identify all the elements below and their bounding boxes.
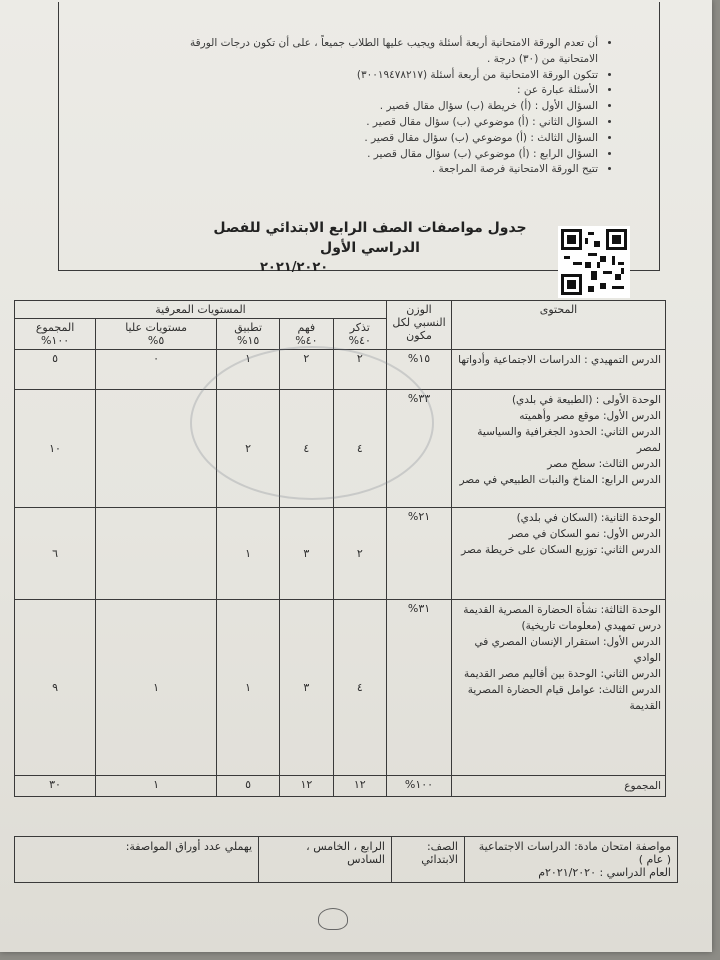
year-label: العام الدراسي : ٢٠٢١/٢٠٢٠م	[538, 866, 671, 879]
table-row	[15, 508, 666, 600]
value-cell: ٢	[333, 508, 386, 600]
grade-value: الابتدائي	[421, 853, 458, 866]
value-cell: ١	[217, 508, 280, 600]
weight-header: الوزن النسبي لكل مكون	[387, 301, 452, 350]
footer-box	[14, 836, 678, 916]
value-cell: ٢	[217, 390, 280, 508]
value-cell: ٣	[280, 508, 333, 600]
weight-cell: ٣١%	[387, 600, 452, 776]
total-label: المجموع	[452, 776, 666, 797]
content-header: المحتوى	[452, 301, 666, 350]
weight-cell: ١٥%	[387, 350, 452, 390]
value-cell	[96, 390, 217, 508]
value-cell: ٢	[280, 350, 333, 390]
footer-table	[14, 836, 678, 883]
value-cell: ١٠	[15, 390, 96, 508]
value-cell: ١	[217, 600, 280, 776]
instruction-item: • تتيح الورقة الامتحانية فرصة المراجعة .	[158, 162, 598, 178]
content-cell: الوحدة الثالثة: نشأة الحضارة المصرية القديمة درس تمهيدي (معلومات تاريخية) الدرس الأول: استقرار الإنسان المصري في الوادي الدرس الثاني: الوحدة بين أقاليم مصر القديمة الدرس الثالث: عوامل قيام الحضارة المصرية القديمة	[452, 600, 666, 776]
title-line: جدول مواصفات الصف الرابع الابتدائي للفصل الدراسي الأول	[213, 220, 527, 256]
instruction-item: • الأسئلة عبارة عن :	[158, 83, 598, 99]
grades-list: الرابع ، الخامس ، السادس	[259, 837, 392, 883]
table-row	[15, 600, 666, 776]
value-cell: ٠	[96, 350, 217, 390]
value-cell	[96, 508, 217, 600]
instruction-item: • السؤال الأول : (أ) خريطة (ب) سؤال مقال قصير .	[158, 99, 598, 115]
value-cell: ٤	[333, 390, 386, 508]
total-value: ٥	[217, 776, 280, 797]
content-cell: الدرس التمهيدي : الدراسات الاجتماعية وأدواتها	[452, 350, 666, 390]
notes-label: يهملي عدد أوراق المواصفة:	[15, 837, 259, 883]
level-header: المجموع ١٠٠%	[15, 319, 96, 350]
content-cell: الوحدة الأولى : (الطبيعة في بلدي) الدرس الأول: موقع مصر وأهميته الدرس الثاني: الحدود الجغرافية والسياسية لمصر الدرس الثالث: سطح مصر الدرس الرابع: المناخ والنبات الطبيعي في مصر	[452, 390, 666, 508]
level-header: مستويات عليا ٥%	[96, 319, 217, 350]
value-cell: ٣	[280, 600, 333, 776]
value-cell: ٤	[280, 390, 333, 508]
value-cell: ٤	[333, 600, 386, 776]
instruction-item: • السؤال الثاني : (أ) موضوعي (ب) سؤال مقال قصير .	[158, 115, 598, 131]
instruction-item: • أن تعدم الورقة الامتحانية أربعة أسئلة ويجيب عليها الطلاب جميعاً ، على أن تكون درجات الورقة الامتحانية من (٣٠) درجة .	[158, 36, 598, 68]
value-cell: ٥	[15, 350, 96, 390]
weight-cell: ٣٣%	[387, 390, 452, 508]
total-value: ٣٠	[15, 776, 96, 797]
seal-icon	[318, 908, 348, 930]
level-header: تذكر ٤٠%	[333, 319, 386, 350]
instructions-list	[158, 36, 612, 178]
level-header: فهم ٤٠%	[280, 319, 333, 350]
weight-cell: ٢١%	[387, 508, 452, 600]
title-year: ٢٠٢١/٢٠٢٠	[260, 260, 329, 275]
value-cell: ١	[217, 350, 280, 390]
value-cell: ٩	[15, 600, 96, 776]
qr-code	[558, 226, 630, 298]
grade-label: الصف:	[426, 840, 458, 853]
table-row	[15, 390, 666, 508]
instruction-item: • السؤال الرابع : (أ) موضوعي (ب) سؤال مقال قصير .	[158, 147, 598, 163]
levels-header: المستويات المعرفية	[15, 301, 387, 319]
instruction-item: • السؤال الثالث : (أ) موضوعي (ب) سؤال مقال قصير .	[158, 131, 598, 147]
table-row	[15, 350, 666, 390]
exam-info	[465, 837, 678, 883]
total-weight: ١٠٠%	[387, 776, 452, 797]
level-header: تطبيق ١٥%	[217, 319, 280, 350]
exam-label: مواصفة امتحان مادة: الدراسات الاجتماعية ( عام )	[478, 840, 671, 866]
specification-table	[14, 300, 666, 797]
total-value: ١٢	[280, 776, 333, 797]
total-row	[15, 776, 666, 797]
content-cell: الوحدة الثانية: (السكان في بلدي) الدرس الأول: نمو السكان في مصر الدرس الثاني: توزيع السكان على خريطة مصر	[452, 508, 666, 600]
table-title	[200, 218, 540, 278]
table-header-row	[15, 301, 666, 319]
value-cell: ٢	[333, 350, 386, 390]
value-cell: ١	[96, 600, 217, 776]
value-cell: ٦	[15, 508, 96, 600]
total-value: ١٢	[333, 776, 386, 797]
instruction-item: • تتكون الورقة الامتحانية من أربعة أسئلة (٣٠٠١٩٤٧٨٢١٧)	[158, 68, 598, 84]
total-value: ١	[96, 776, 217, 797]
grade-info	[392, 837, 465, 883]
